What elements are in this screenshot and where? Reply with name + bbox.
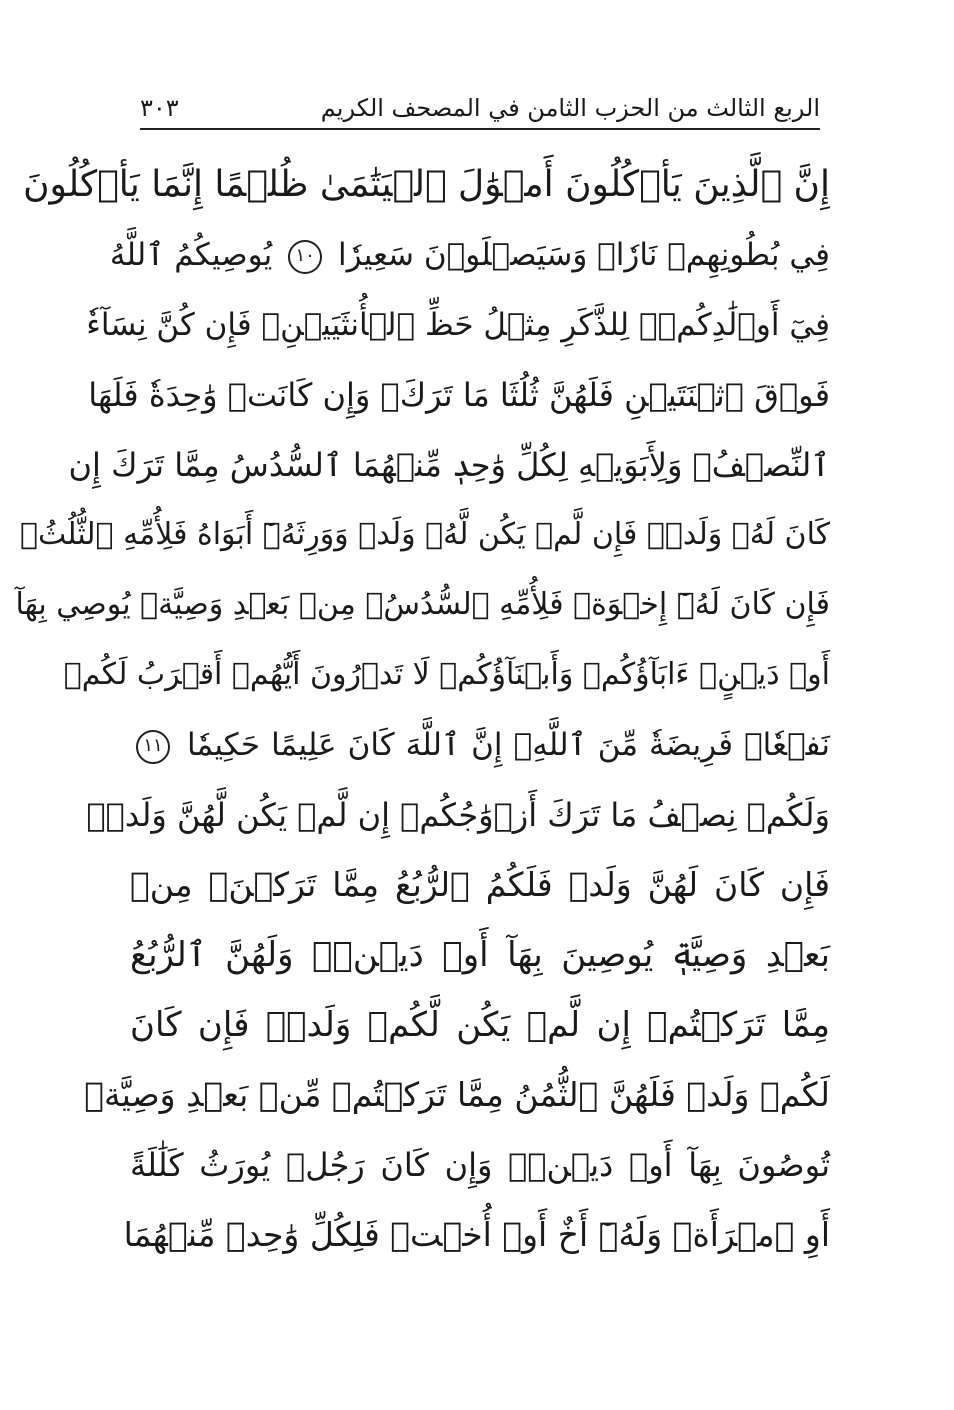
text-line: ٱلنِّصۡفُۚ وَلِأَبَوَيۡهِ لِكُلِّ وَٰحِدٖ مِّنۡهُمَا ٱلسُّدُسُ مِمَّا تَرَكَ إِن xyxy=(68,446,830,484)
text-line: فَإِن كَانَ لَهُنَّ وَلَدٞ فَلَكُمُ ٱلرُّبُعُ مِمَّا تَرَكۡنَۚ مِنۢ xyxy=(130,865,830,904)
header-rule xyxy=(140,128,820,130)
header-title: الربع الثالث من الحزب الثامن في المصحف الكريم xyxy=(320,94,820,122)
text-line: تُوصُونَ بِهَآ أَوۡ دَيۡنٖۗ وَإِن كَانَ رَجُلٞ يُورَثُ كَلَٰلَةً xyxy=(130,1146,830,1184)
text-line: أَوۡ دَيۡنٍۗ ءَابَآؤُكُمۡ وَأَبۡنَآؤُكُمۡ لَا تَدۡرُونَ أَيُّهُمۡ أَقۡرَبُ لَكُمۡ xyxy=(63,657,830,692)
quran-text-block xyxy=(15,150,830,1270)
text-line: نَفۡعٗاۚ فَرِيضَةٗ مِّنَ ٱللَّهِۗ إِنَّ ٱللَّهَ كَانَ عَلِيمًا حَكِيمٗا ١١ xyxy=(130,710,830,780)
text-line: فَإِن كَانَ لَهُۥٓ إِخۡوَةٞ فَلِأُمِّهِ ٱلسُّدُسُۚ مِنۢ بَعۡدِ وَصِيَّةٖ يُوصِي بِهَآ xyxy=(15,587,830,622)
text-line: فَوۡقَ ٱثۡنَتَيۡنِ فَلَهُنَّ ثُلُثَا مَا تَرَكَۖ وَإِن كَانَتۡ وَٰحِدَةٗ فَلَهَا xyxy=(88,376,830,414)
text-line: وَلَكُمۡ نِصۡفُ مَا تَرَكَ أَزۡوَٰجُكُمۡ إِن لَّمۡ يَكُن لَّهُنَّ وَلَدٞۚ xyxy=(86,796,830,834)
text-line: بَعۡدِ وَصِيَّةٖ يُوصِينَ بِهَآ أَوۡ دَيۡنٖۚ وَلَهُنَّ ٱلرُّبُعُ xyxy=(130,935,830,975)
page-header xyxy=(140,90,820,130)
ayah-number-marker: ١١ xyxy=(136,730,170,764)
page-number: ٣٠٣ xyxy=(140,94,179,122)
text-line: إِنَّ ٱلَّذِينَ يَأۡكُلُونَ أَمۡوَٰلَ ٱلۡيَتَٰمَىٰ ظُلۡمًا إِنَّمَا يَأۡكُلُونَ xyxy=(23,164,830,205)
text-line: فِي بُطُونِهِمۡ نَارٗاۖ وَسَيَصۡلَوۡنَ سَعِيرٗا ١٠ يُوصِيكُمُ ٱللَّهُ xyxy=(109,237,830,273)
text-line: مِمَّا تَرَكۡتُمۡ إِن لَّمۡ يَكُن لَّكُمۡ وَلَدٞۚ فَإِن كَانَ xyxy=(130,1005,830,1045)
text-line: فِيٓ أَوۡلَٰدِكُمۡۖ لِلذَّكَرِ مِثۡلُ حَظِّ ٱلۡأُنثَيَيۡنِۚ فَإِن كُنَّ نِسَآءٗ xyxy=(86,307,830,343)
text-line: أَوِ ٱمۡرَأَةٞ وَلَهُۥٓ أَخٌ أَوۡ أُخۡتٞ فَلِكُلِّ وَٰحِدٖ مِّنۡهُمَا xyxy=(123,1215,830,1254)
text-line: لَكُمۡ وَلَدٞ فَلَهُنَّ ٱلثُّمُنُ مِمَّا تَرَكۡتُمۚ مِّنۢ بَعۡدِ وَصِيَّةٖ xyxy=(84,1075,830,1114)
text-line: كَانَ لَهُۥ وَلَدٞۚ فَإِن لَّمۡ يَكُن لَّهُۥ وَلَدٞ وَوَرِثَهُۥٓ أَبَوَاهُ فَلِأُمِّهِ ٱلثُّلُثُۚ xyxy=(19,517,830,552)
ayah-number-marker: ١٠ xyxy=(288,240,322,274)
